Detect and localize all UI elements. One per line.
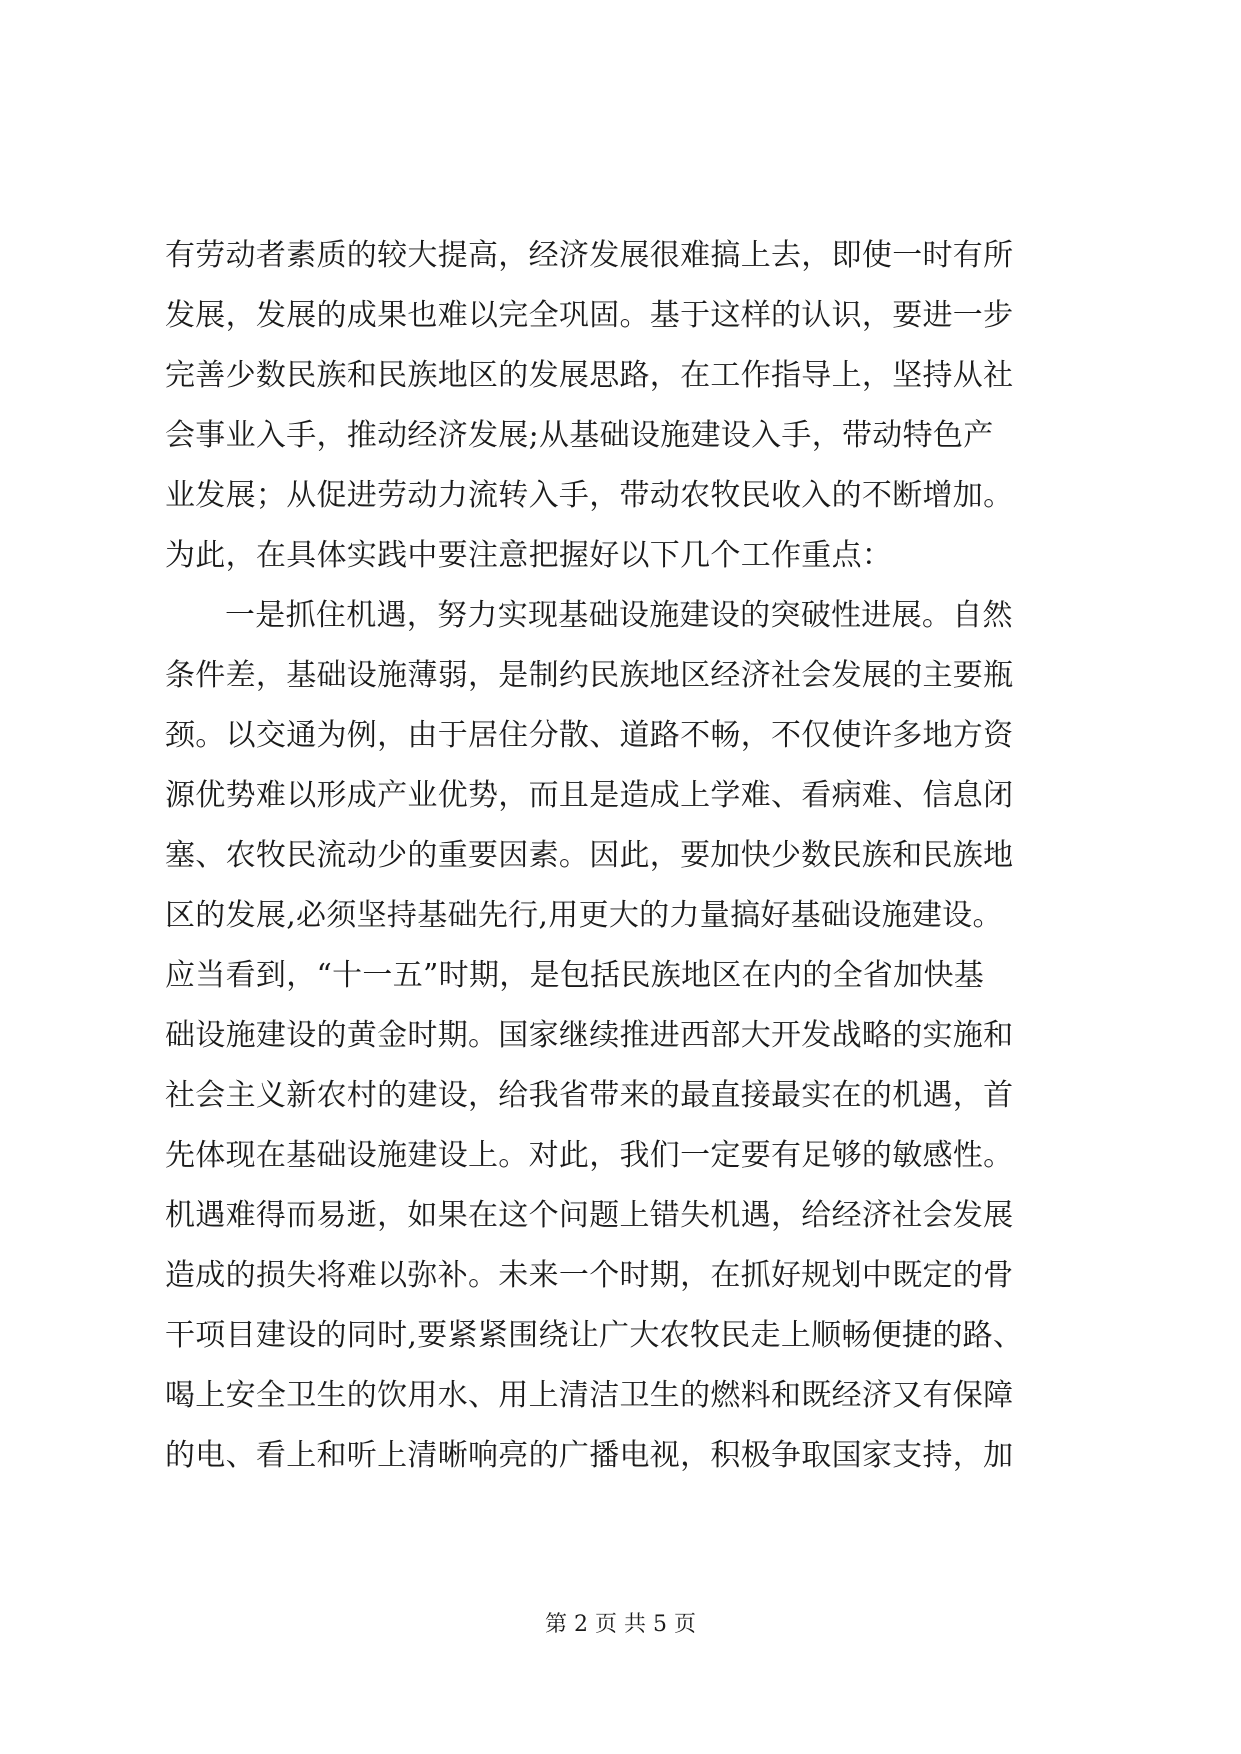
- text-line: 应当看到，“十一五”时期，是包括民族地区在内的全省加快基: [165, 958, 985, 993]
- text-line: 颈。以交通为例，由于居住分散、道路不畅，不仅使许多地方资: [165, 718, 1014, 753]
- page-number-footer: 第 2 页 共 5 页: [545, 1612, 696, 1637]
- paragraph-start-line: 一是抓住机遇，努力实现基础设施建设的突破性进展。自然: [225, 598, 1013, 633]
- text-line: 的电、看上和听上清晰响亮的广播电视，积极争取国家支持，加: [165, 1438, 1014, 1473]
- text-line: 源优势难以形成产业优势，而且是造成上学难、看病难、信息闭: [165, 778, 1014, 813]
- text-line: 条件差，基础设施薄弱，是制约民族地区经济社会发展的主要瓶: [165, 658, 1014, 693]
- text-line: 社会主义新农村的建设，给我省带来的最直接最实在的机遇，首: [165, 1078, 1014, 1113]
- text-line: 先体现在基础设施建设上。对此，我们一定要有足够的敏感性。: [165, 1138, 1014, 1173]
- text-line: 造成的损失将难以弥补。未来一个时期，在抓好规划中既定的骨: [165, 1258, 1014, 1293]
- body-text: [165, 226, 1075, 1486]
- text-line: 业发展；从促进劳动力流转入手，带动农牧民收入的不断增加。: [165, 478, 1014, 513]
- text-line: 完善少数民族和民族地区的发展思路，在工作指导上，坚持从社: [165, 358, 1014, 393]
- text-line: 区的发展,必须坚持基础先行,用更大的力量搞好基础设施建设。: [165, 898, 1003, 933]
- text-line: 机遇难得而易逝，如果在这个问题上错失机遇，给经济社会发展: [165, 1198, 1014, 1233]
- text-line: 干项目建设的同时,要紧紧围绕让广大农牧民走上顺畅便捷的路、: [165, 1318, 1024, 1353]
- text-line: 为此，在具体实践中要注意把握好以下几个工作重点：: [165, 538, 893, 573]
- text-line: 发展，发展的成果也难以完全巩固。基于这样的认识，要进一步: [165, 298, 1014, 333]
- text-line: 会事业入手，推动经济发展;从基础设施建设入手，带动特色产: [165, 418, 994, 453]
- text-line: 有劳动者素质的较大提高，经济发展很难搞上去，即使一时有所: [165, 238, 1014, 273]
- text-line: 喝上安全卫生的饮用水、用上清洁卫生的燃料和既经济又有保障: [165, 1378, 1014, 1413]
- text-line: 础设施建设的黄金时期。国家继续推进西部大开发战略的实施和: [165, 1018, 1014, 1053]
- text-line: 塞、农牧民流动少的重要因素。因此，要加快少数民族和民族地: [165, 838, 1014, 873]
